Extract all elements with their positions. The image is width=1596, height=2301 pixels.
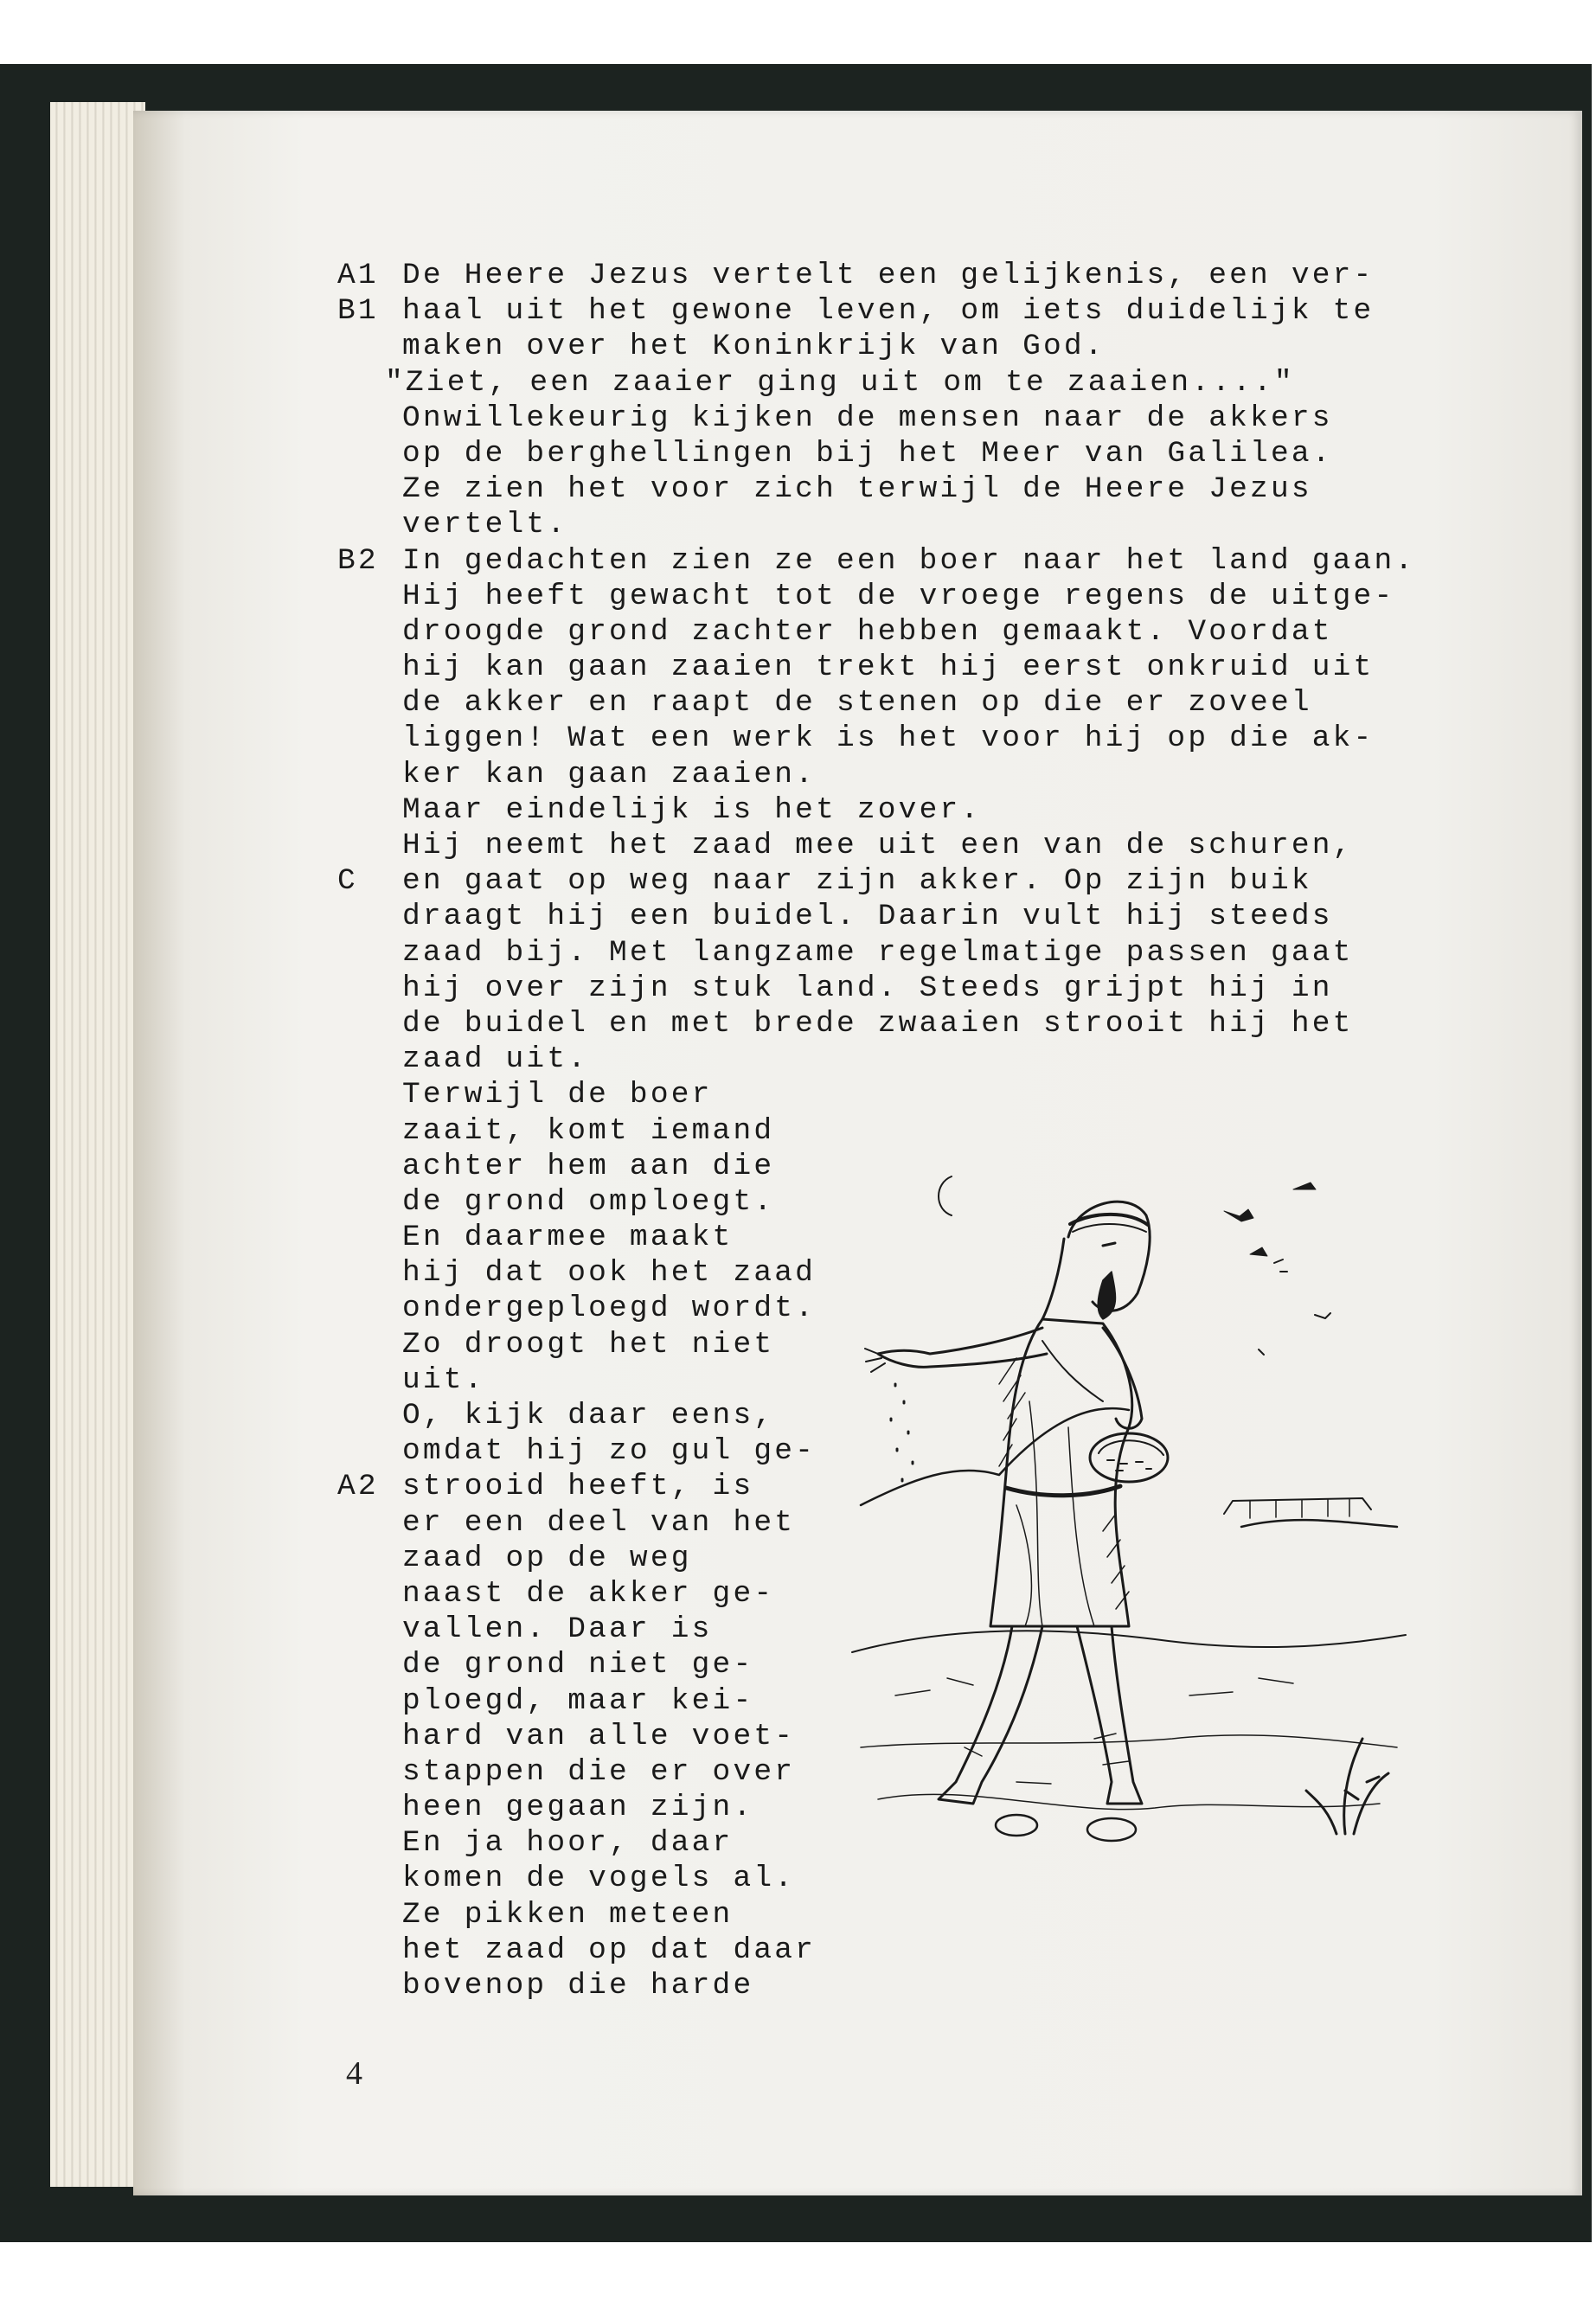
line-text: "Ziet, een zaaier ging uit om te zaaien....": [385, 365, 1295, 400]
line-text: vertelt.: [402, 508, 568, 542]
line-text: In gedachten zien ze een boer naar het land gaan.: [402, 543, 1416, 578]
line-text: strooid heeft, is: [402, 1470, 754, 1504]
line-text: En ja hoor, daar: [402, 1826, 734, 1861]
line-text: zaait, komt iemand: [402, 1113, 775, 1148]
line-text: er een deel van het: [402, 1505, 796, 1540]
line-text: vallen. Daar is: [402, 1612, 713, 1647]
line-text: de grond niet ge-: [402, 1648, 754, 1682]
line-text: En daarmee maakt: [402, 1221, 734, 1255]
line-text: Ze pikken meteen: [402, 1897, 734, 1932]
line-text: heen gegaan zijn.: [402, 1791, 754, 1825]
line-text: Onwillekeurig kijken de mensen naar de akkers: [402, 401, 1333, 435]
line-text: hij kan gaan zaaien trekt hij eerst onkruid uit: [402, 651, 1375, 685]
line-text: Zo droogt het niet: [402, 1327, 775, 1362]
line-text: stappen die er over: [402, 1754, 796, 1789]
page-edges: [50, 102, 145, 2187]
line-text: Hij neemt het zaad mee uit een van de schuren,: [402, 829, 1354, 862]
line-text: zaad op de weg: [402, 1541, 692, 1575]
line-text: komen de vogels al.: [402, 1862, 796, 1896]
line-text: en gaat op weg naar zijn akker. Op zijn buik: [402, 864, 1312, 899]
line-text: de grond omploegt.: [402, 1184, 775, 1219]
section-marker: A1: [337, 259, 379, 292]
line-text: hard van alle voet-: [402, 1719, 796, 1753]
line-text: O, kijk daar eens,: [402, 1399, 775, 1433]
line-text: achter hem aan die: [402, 1149, 775, 1183]
section-marker: B2: [337, 543, 379, 578]
line-text: Maar eindelijk is het zover.: [402, 792, 982, 827]
line-text: Ze zien het voor zich terwijl de Heere Jezus: [402, 472, 1312, 507]
line-text: hij over zijn stuk land. Steeds grijpt hij in: [402, 971, 1333, 1005]
line-text: naast de akker ge-: [402, 1576, 775, 1611]
line-text: ondergeploegd wordt.: [402, 1292, 817, 1326]
line-text: uit.: [402, 1362, 485, 1397]
line-text: De Heere Jezus vertelt een gelijkenis, een ver-: [402, 259, 1375, 292]
line-text: draagt hij een buidel. Daarin vult hij steeds: [402, 900, 1333, 934]
line-text: op de berghellingen bij het Meer van Galilea.: [402, 436, 1333, 471]
line-text: zaad uit.: [402, 1042, 589, 1077]
sower-illustration: [843, 1142, 1414, 1894]
line-text: haal uit het gewone leven, om iets duidelijk te: [402, 294, 1375, 329]
line-text: maken over het Koninkrijk van God.: [402, 330, 1106, 364]
line-text: de buidel en met brede zwaaien strooit hij het: [402, 1006, 1354, 1041]
line-text: Terwijl de boer: [402, 1078, 713, 1112]
line-text: de akker en raapt de stenen op die er zoveel: [402, 686, 1312, 721]
line-text: omdat hij zo gul ge-: [402, 1434, 817, 1469]
line-text: liggen! Wat een werk is het voor hij op die ak-: [402, 721, 1375, 756]
line-text: ploegd, maar kei-: [402, 1683, 754, 1718]
section-marker: A2: [337, 1470, 379, 1504]
line-text: bovenop die harde: [402, 1969, 754, 2003]
page-number: 4: [346, 2055, 362, 2092]
line-text: zaad bij. Met langzame regelmatige passen gaat: [402, 935, 1354, 970]
line-text: Hij heeft gewacht tot de vroege regens de uitge-: [402, 579, 1395, 613]
section-marker: C: [337, 864, 358, 899]
section-marker: B1: [337, 294, 379, 329]
line-text: ker kan gaan zaaien.: [402, 757, 817, 792]
line-text: droogde grond zachter hebben gemaakt. Voordat: [402, 614, 1333, 649]
line-text: het zaad op dat daar: [402, 1932, 817, 1967]
line-text: hij dat ook het zaad: [402, 1256, 817, 1291]
